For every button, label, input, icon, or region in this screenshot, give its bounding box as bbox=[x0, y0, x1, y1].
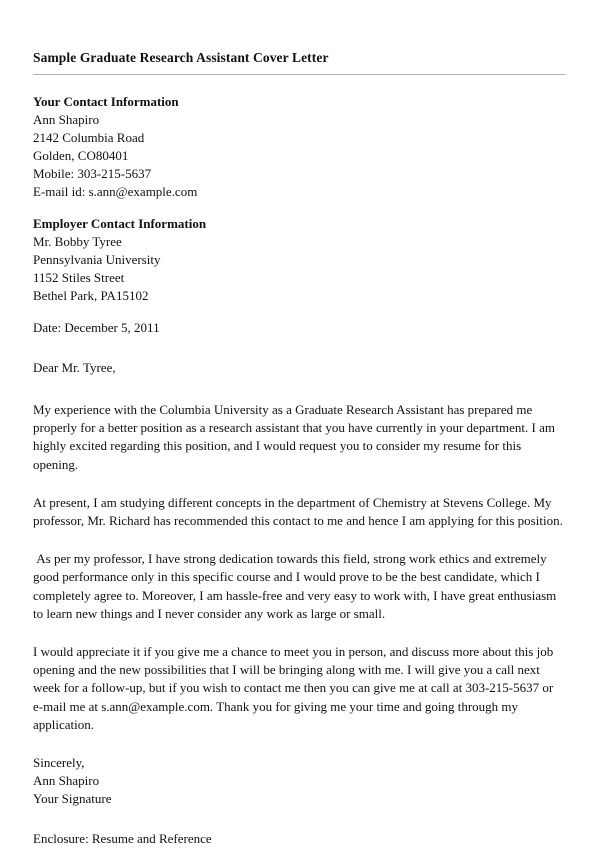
sender-street: 2142 Columbia Road bbox=[33, 130, 145, 145]
closing-name: Ann Shapiro bbox=[33, 773, 100, 789]
page-title: Sample Graduate Research Assistant Cover Letter bbox=[33, 50, 329, 65]
title-divider bbox=[33, 74, 566, 75]
sender-name: Ann Shapiro bbox=[33, 112, 100, 127]
closing-salutation: Sincerely, bbox=[33, 755, 85, 771]
sender-email: E-mail id: s.ann@example.com bbox=[33, 184, 198, 199]
letter-paragraph-2: At present, I am studying different concepts in the department of Chemistry at Stevens College. My professor, Mr. Richard has recommended this contact to me and hence I am applying for this position. bbox=[33, 494, 563, 529]
letter-salutation: Dear Mr. Tyree, bbox=[33, 360, 116, 375]
recipient-city-state-zip: Bethel Park, PA15102 bbox=[33, 288, 149, 303]
recipient-name: Mr. Bobby Tyree bbox=[33, 234, 122, 249]
recipient-contact-heading: Employer Contact Information bbox=[33, 216, 207, 231]
recipient-contact-block bbox=[33, 215, 566, 305]
sender-contact-block bbox=[33, 93, 566, 201]
sender-city-state-zip: Golden, CO80401 bbox=[33, 148, 129, 163]
letter-paragraph-1: My experience with the Columbia University as a Graduate Research Assistant has prepared me properly for a better position as a research assistant that you have currently in your department. I am highly excited regarding this position, and I would request you to consider my resume for this opening. bbox=[33, 402, 559, 472]
recipient-organization: Pennsylvania University bbox=[33, 252, 161, 267]
letter-paragraph-4: I would appreciate it if you give me a chance to meet you in person, and discuss more about this job opening and the new possibilities that I will be bringing along with me. I will give you a call next week for a follow-up, but if you wish to contact me then you can give me at call at 303-215-5637 or e-mail me at s.ann@example.com. Thank you for giving me your time and going through my application. bbox=[33, 644, 557, 732]
recipient-street: 1152 Stiles Street bbox=[33, 270, 125, 285]
enclosure-line: Enclosure: Resume and Reference bbox=[33, 831, 212, 847]
closing-signature-placeholder: Your Signature bbox=[33, 791, 112, 807]
letter-date: Date: December 5, 2011 bbox=[33, 320, 160, 335]
letter-closing-block bbox=[33, 754, 566, 808]
letter-paragraph-3: As per my professor, I have strong dedication towards this field, strong work ethics and extremely good performance only in this specific course and I would prove to be the best candidate, which I completely agree to. Moreover, I am hassle-free and very easy to work with, I have great enthusiasm to learn new things and I never consider any work as large or small. bbox=[33, 551, 560, 621]
sender-contact-heading: Your Contact Information bbox=[33, 94, 179, 109]
sender-phone: Mobile: 303-215-5637 bbox=[33, 166, 152, 181]
